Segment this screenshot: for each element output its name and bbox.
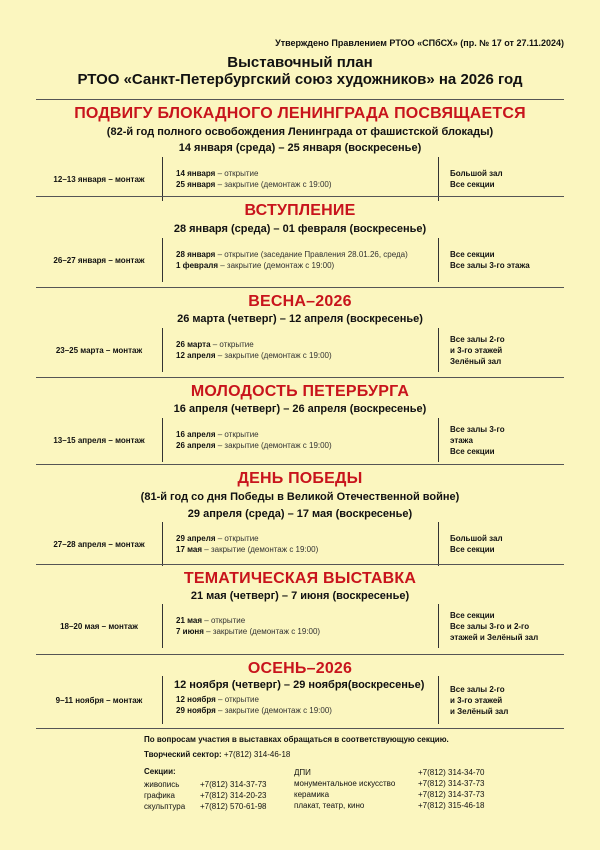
open-label: – открытие — [215, 695, 259, 704]
hall-line: Большой зал — [450, 169, 503, 178]
exhibition-schedule-row — [36, 238, 564, 282]
section-name: живопись — [144, 780, 180, 789]
exhibition-schedule-row — [36, 604, 564, 648]
exhibition-title: ОСЕНЬ–2026 — [247, 660, 353, 677]
exhibition-dates: 16 апреля (четверг) – 26 апреля (воскресенье) — [173, 403, 427, 415]
close-label: – закрытие — [218, 261, 262, 270]
hall-line: Все секции — [450, 446, 495, 456]
section-phone: +7(812) 314-37-73 — [418, 790, 485, 799]
exhibition-halls — [450, 676, 564, 724]
open-note: (заседание Правления 28.01.26, среда) — [258, 250, 408, 259]
hall-line: этажей и Зелёный зал — [450, 632, 539, 642]
document-title: Выставочный план — [227, 54, 373, 71]
section-phone: +7(812) 315-46-18 — [418, 801, 485, 810]
section-phone: +7(812) 314-37-73 — [200, 780, 267, 789]
section-phone: +7(812) 314-34-70 — [418, 768, 485, 777]
exhibition-title: ДЕНЬ ПОБЕДЫ — [237, 470, 363, 487]
exhibition-block — [36, 196, 564, 287]
exhibition-schedule-row — [36, 157, 564, 201]
hall-line: этажа — [450, 435, 473, 445]
hall-line: и 3-го этажей — [450, 345, 503, 355]
exhibition-dates: 12 ноября (четверг) – 29 ноября(воскресенье) — [174, 679, 425, 691]
close-date: 12 апреля — [176, 351, 216, 360]
creative-sector-phone: +7(812) 314-46-18 — [221, 750, 291, 759]
close-note: (демонтаж с 19:00) — [258, 441, 332, 450]
exhibition-halls — [450, 328, 564, 372]
open-date: 16 апреля — [176, 430, 216, 439]
opening-closing — [162, 238, 439, 282]
exhibition-dates: 29 апреля (среда) – 17 мая (воскресенье) — [187, 508, 413, 520]
opening-closing — [162, 604, 439, 648]
open-label: – открытие — [202, 616, 246, 625]
hall-line: Все залы 3-го этажа — [450, 261, 530, 270]
sections-left-phones — [200, 779, 267, 812]
exhibition-block — [36, 564, 564, 654]
close-label: – закрытие — [202, 545, 246, 554]
hall-line: Зелёный зал — [450, 356, 502, 366]
open-date: 14 января — [176, 169, 216, 178]
open-date: 21 мая — [176, 616, 203, 625]
hall-line: Все секции — [450, 610, 495, 620]
exhibition-block — [36, 464, 564, 564]
hall-line: и Зелёный зал — [450, 706, 509, 716]
exhibition-schedule-row — [36, 676, 564, 724]
open-date: 12 ноября — [176, 695, 216, 704]
sections-right-names — [294, 767, 395, 811]
section-name: плакат, театр, кино — [294, 801, 365, 810]
close-note: (демонтаж с 19:00) — [259, 706, 332, 715]
exhibition-title: МОЛОДОСТЬ ПЕТЕРБУРГА — [190, 383, 410, 400]
section-phone: +7(812) 314-20-23 — [200, 791, 267, 800]
exhibition-halls — [450, 157, 564, 201]
close-date: 29 ноября — [176, 706, 216, 715]
close-note: (демонтаж с 19:00) — [258, 180, 332, 189]
creative-sector — [144, 750, 290, 759]
exhibition-title: ВСТУПЛЕНИЕ — [244, 202, 356, 219]
approval-note: Утверждено Правлением РТОО «СПбСХ» (пр. № 17 от 27.11.2024) — [275, 38, 564, 48]
close-note: (демонтаж с 19:00) — [261, 261, 335, 270]
exhibition-halls — [450, 522, 564, 566]
montage-dates: 23–25 марта – монтаж — [55, 345, 143, 355]
hall-line: и 3-го этажей — [450, 695, 503, 705]
exhibition-block — [36, 287, 564, 377]
open-label: – открытие — [210, 340, 254, 349]
section-name: графика — [144, 791, 175, 800]
montage-dates: 26–27 января – монтаж — [53, 255, 145, 265]
montage-dates: 18–20 мая – монтаж — [60, 621, 138, 631]
exhibition-schedule-row — [36, 418, 564, 462]
montage-dates: 13–15 апреля – монтаж — [53, 435, 145, 445]
opening-closing — [162, 418, 439, 462]
exhibition-halls — [450, 604, 564, 648]
hall-line: Все залы 2-го — [450, 334, 505, 344]
hall-line: Все секции — [450, 250, 495, 259]
open-date: 28 января — [176, 250, 216, 259]
close-date: 1 февраля — [176, 261, 219, 270]
exhibition-dates: 14 января (среда) – 25 января (воскресенье) — [178, 142, 422, 154]
close-label: – закрытие — [215, 441, 259, 450]
hall-line: Все залы 2-го — [450, 684, 505, 694]
opening-closing — [162, 522, 439, 566]
close-date: 26 апреля — [176, 441, 216, 450]
close-label: – закрытие — [215, 180, 259, 189]
hall-line: Все залы 3-го и 2-го — [450, 621, 530, 631]
exhibition-dates: 28 января (среда) – 01 февраля (воскресенье) — [173, 223, 427, 235]
hall-line: Все секции — [450, 545, 495, 554]
exhibition-block — [36, 654, 564, 729]
close-note: (демонтаж с 19:00) — [247, 627, 321, 636]
exhibition-subtitle: (81-й год со дня Победы в Великой Отечественной войне) — [140, 491, 460, 503]
section-phone: +7(812) 314-37-73 — [418, 779, 485, 788]
opening-closing — [162, 676, 439, 724]
hall-line: Все залы 3-го — [450, 424, 505, 434]
close-date: 17 мая — [176, 545, 203, 554]
open-date: 26 марта — [176, 340, 211, 349]
contacts-header: По вопросам участия в выставках обращаться в соответствующую секцию. — [144, 735, 449, 744]
close-note: (демонтаж с 19:00) — [258, 351, 332, 360]
hall-line: Большой зал — [450, 534, 503, 543]
montage-dates: 27–28 апреля – монтаж — [53, 539, 145, 549]
exhibition-schedule-row — [36, 328, 564, 372]
opening-closing — [162, 157, 439, 201]
close-date: 7 июня — [176, 627, 204, 636]
close-label: – закрытие — [203, 627, 248, 636]
open-label: – открытие — [215, 169, 259, 178]
exhibition-subtitle: (82-й год полного освобождения Ленинграда от фашистской блокады) — [106, 126, 494, 138]
section-name: керамика — [294, 790, 330, 799]
open-label: – открытие — [215, 430, 259, 439]
section-name: скульптура — [144, 802, 186, 811]
open-label: – открытие — [215, 250, 259, 259]
close-date: 25 января — [176, 180, 216, 189]
section-name: монументальное искусство — [294, 779, 396, 788]
section-phone: +7(812) 570-61-98 — [200, 802, 267, 811]
exhibition-block — [36, 377, 564, 464]
document-subtitle: РТОО «Санкт-Петербургский союз художников» на 2026 год — [77, 71, 523, 88]
exhibition-halls — [450, 238, 564, 282]
open-label: – открытие — [215, 534, 259, 543]
close-note: (демонтаж с 19:00) — [245, 545, 319, 554]
sections-label: Секции: — [144, 767, 176, 776]
close-label: – закрытие — [215, 351, 259, 360]
exhibition-title: ВЕСНА–2026 — [248, 293, 352, 310]
close-label: – закрытие — [215, 706, 260, 715]
sections-left-names — [144, 779, 185, 812]
montage-dates: 9–11 ноября – монтаж — [55, 695, 143, 705]
open-date: 29 апреля — [176, 534, 216, 543]
sections-right-phones — [418, 767, 485, 811]
exhibition-halls — [450, 418, 564, 462]
exhibition-title: ТЕМАТИЧЕСКАЯ ВЫСТАВКА — [183, 570, 417, 587]
exhibition-dates: 26 марта (четверг) – 12 апреля (воскресенье) — [177, 313, 423, 325]
section-name: ДПИ — [294, 768, 311, 777]
creative-sector-label: Творческий сектор: — [144, 750, 222, 759]
exhibition-dates: 21 мая (четверг) – 7 июня (воскресенье) — [190, 590, 410, 602]
exhibition-title: ПОДВИГУ БЛОКАДНОГО ЛЕНИНГРАДА ПОСВЯЩАЕТСЯ — [74, 105, 526, 122]
opening-closing — [162, 328, 439, 372]
exhibition-schedule-row — [36, 522, 564, 566]
hall-line: Все секции — [450, 180, 495, 189]
exhibition-block — [36, 99, 564, 196]
montage-dates: 12–13 января – монтаж — [53, 174, 145, 184]
